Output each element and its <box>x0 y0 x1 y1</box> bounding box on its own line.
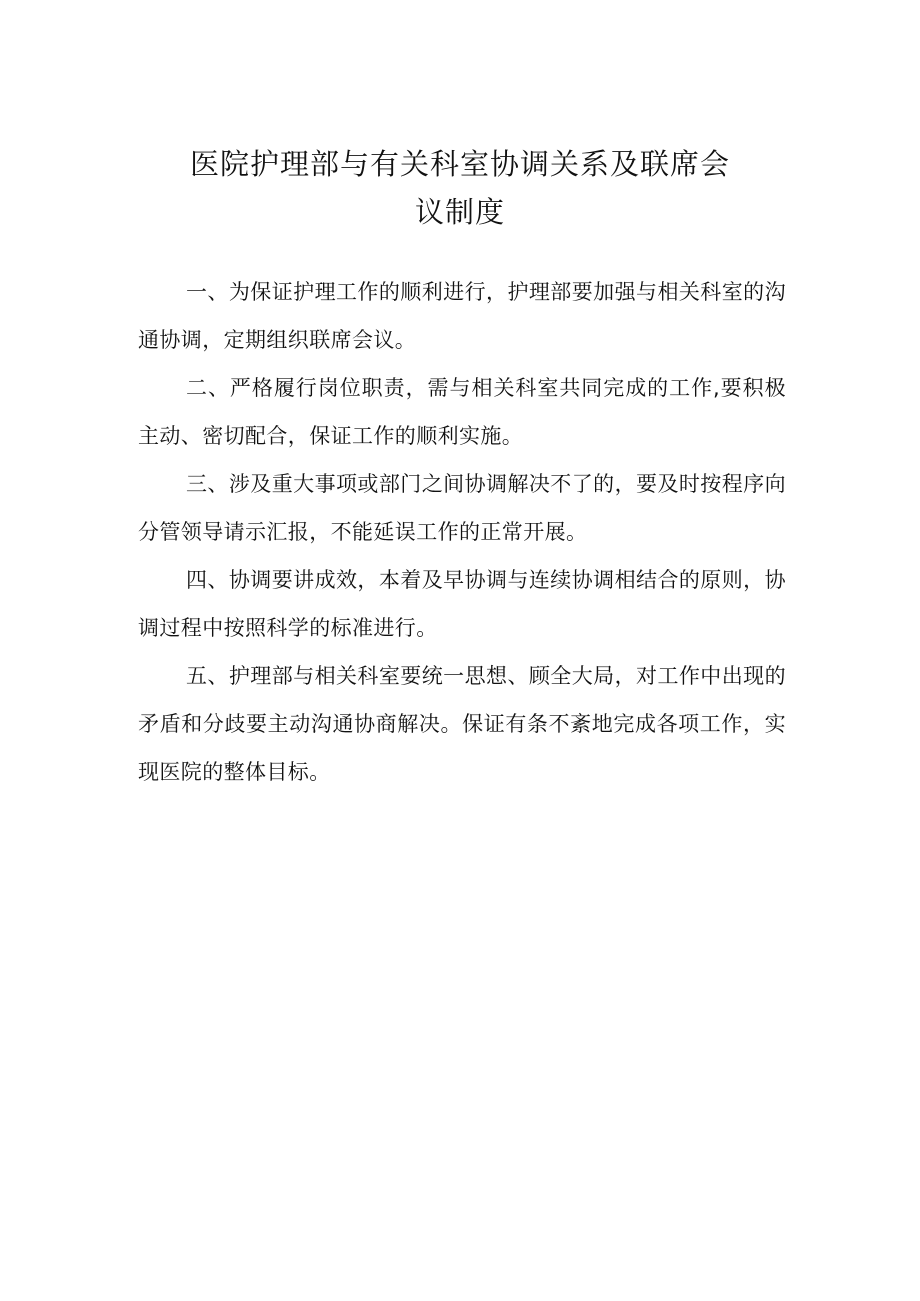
paragraph-3: 三、涉及重大事项或部门之间协调解决不了的，要及时按程序向分管领导请示汇报，不能延误工作的正常开展。 <box>138 472 786 544</box>
document-body <box>138 268 786 796</box>
paragraph-2: 二、严格履行岗位职责，需与相关科室共同完成的工作,要积极主动、密切配合，保证工作的顺利实施。 <box>138 376 786 448</box>
paragraph-1: 一、为保证护理工作的顺利进行，护理部要加强与相关科室的沟通协调，定期组织联席会议。 <box>138 280 786 352</box>
paragraph-5: 五、护理部与相关科室要统一思想、顾全大局，对工作中出现的矛盾和分歧要主动沟通协商解决。保证有条不紊地完成各项工作，实现医院的整体目标。 <box>138 664 786 784</box>
document-title-line-2: 议制度 <box>414 195 505 229</box>
document-title-line-1: 医院护理部与有关科室协调关系及联席会 <box>189 147 730 181</box>
document-title <box>0 140 920 236</box>
paragraph-4: 四、协调要讲成效，本着及早协调与连续协调相结合的原则，协调过程中按照科学的标准进行。 <box>138 568 786 640</box>
